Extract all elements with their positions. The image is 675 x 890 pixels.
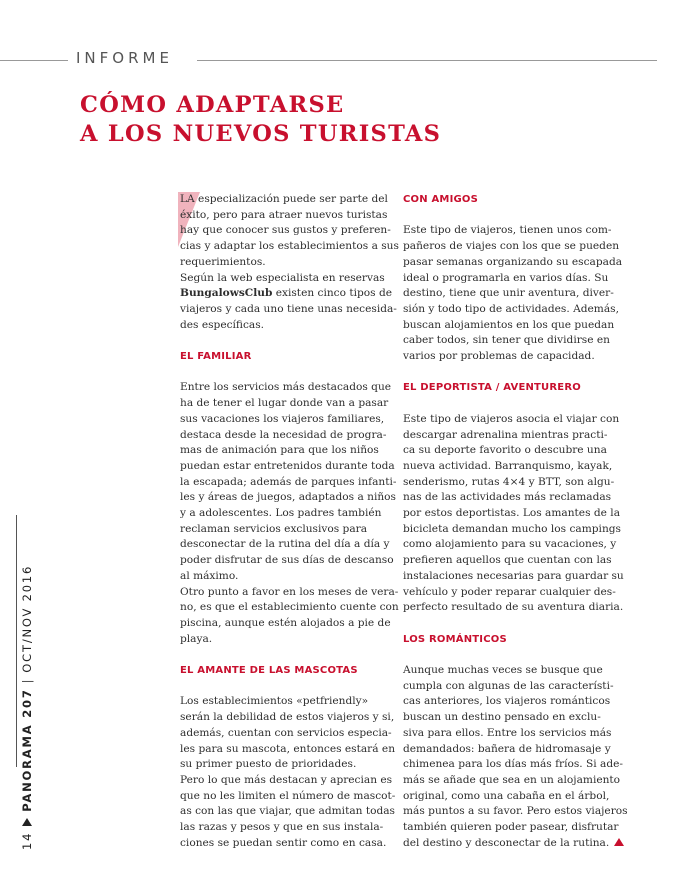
text-line: puedan estar entretenidos durante toda (180, 459, 395, 472)
text-line: no, es que el establecimiento cuente con (180, 601, 399, 614)
text-line: Según la web especialista en reservas (180, 271, 385, 284)
text-line: hay que conocer sus gustos y preferen- (180, 224, 391, 237)
text-line: buscan alojamientos en los que puedan (403, 318, 615, 331)
text-line: descargar adrenalina mientras practi- (403, 428, 608, 441)
amigos-paragraph (403, 223, 623, 364)
column-left (180, 192, 399, 851)
text-line: ciones se puedan sentir como en casa. (180, 836, 387, 849)
article-title (80, 91, 441, 149)
text-line: requerimientos. (180, 255, 266, 268)
text-line: les para su mascota, entonces estará en (180, 742, 396, 755)
brand-name: BungalowsClub (180, 287, 273, 300)
intro-paragraph (180, 192, 399, 333)
text-line: Este tipo de viajeros asocia el viajar con (403, 412, 620, 425)
text-line: sión y todo tipo de actividades. Además, (403, 302, 619, 315)
text-line: su primer puesto de prioridades. (180, 758, 357, 771)
text-line: Aunque muchas veces se busque que (403, 664, 603, 677)
text-line: también quieren poder pasear, disfrutar (403, 821, 619, 834)
text-line (180, 286, 393, 302)
text-line: nas de las actividades más reclamadas (403, 491, 612, 504)
text-line: des específicas. (180, 318, 265, 331)
text-fragment: del destino y desconectar de la rutina. (403, 836, 610, 849)
text-line: as con las que viajar, que admitan todas (180, 805, 395, 818)
text-line: mas de animación para que los niños (180, 444, 379, 457)
text-line: bicicleta demandan mucho los campings (403, 522, 621, 535)
text-line: Los establecimientos «petfriendly» (180, 695, 369, 708)
arrow-right-icon (22, 818, 32, 826)
text-line: poder disfrutar de sus días de descanso (180, 554, 394, 567)
header-rule-right (197, 60, 657, 61)
text-line: ideal o programarla en varios días. Su (403, 271, 609, 284)
text-line: sus vacaciones los viajeros familiares, (180, 412, 385, 425)
text-line: pasar semanas organizando su escapada (403, 255, 623, 268)
text-line: demandados: bañera de hidromasaje y (403, 742, 611, 755)
text-line: LA especialización puede ser parte del (180, 193, 388, 205)
text-line: éxito, pero para atraer nuevos turistas (180, 208, 388, 221)
text-line: destino, tiene que unir aventura, diver- (403, 287, 614, 300)
text-line: más se añade que sea en un alojamiento (403, 773, 621, 786)
text-line: desconectar de la rutina del día a día y (180, 538, 390, 551)
text-line: les y áreas de juegos, adaptados a niños (180, 491, 396, 504)
end-mark-icon (614, 838, 624, 846)
text-line: Pero lo que más destacan y aprecian es (180, 773, 393, 786)
text-line: ca su deporte favorito o descubre una (403, 444, 607, 457)
text-line: viajeros y cada uno tiene unas necesida- (180, 302, 397, 315)
subhead-deportista: EL DEPORTISTA / AVENTURERO (403, 382, 581, 394)
text-line: que no les limiten el número de mascot- (180, 789, 396, 802)
text-line: serán la debilidad de estos viajeros y si, (180, 711, 395, 724)
text-line: como alojamiento para su vacaciones, y (403, 538, 617, 551)
text-line: cas anteriores, los viajeros románticos (403, 695, 611, 708)
text-line: las razas y pesos y que en sus instala- (180, 821, 384, 834)
familiar-paragraph (180, 380, 399, 647)
text-line: destaca desde la necesidad de progra- (180, 428, 387, 441)
text-line: además, cuentan con servicios especia- (180, 726, 392, 739)
text-line: cumpla con algunas de las característi- (403, 679, 614, 692)
page-number: 14 (20, 831, 34, 850)
text-line: pañeros de viajes con los que se pueden (403, 240, 620, 253)
subhead-romanticos: LOS ROMÁNTICOS (403, 633, 507, 645)
text-line: más puntos a su favor. Pero estos viajeros (403, 805, 628, 818)
text-line: cias y adaptar los establecimientos a sus (180, 240, 399, 253)
text-line: buscan un destino pensado en exclu- (403, 711, 601, 724)
column-right (403, 192, 628, 851)
issue-date: OCT/NOV 2016 (20, 564, 34, 673)
text-line: caber todos, sin tener que dividirse en (403, 334, 610, 347)
text-line: Otro punto a favor en los meses de vera- (180, 585, 399, 598)
header-rule-left (0, 60, 68, 61)
deportista-paragraph (403, 412, 624, 616)
text-line: chimenea para los días más fríos. Si ade- (403, 758, 623, 771)
text-line: la escapada; además de parques infanti- (180, 475, 397, 488)
text-line: playa. (180, 632, 213, 645)
text-line: varios por problemas de capacidad. (403, 350, 595, 363)
text-line: prefieren aquellos que cuentan con las (403, 554, 612, 567)
text-line: Entre los servicios más destacados que (180, 381, 392, 394)
subhead-mascotas: EL AMANTE DE LAS MASCOTAS (180, 665, 358, 677)
text-line: y a adolescentes. Los padres también (180, 507, 382, 520)
text-line: ha de tener el lugar donde van a pasar (180, 397, 389, 410)
title-line: CÓMO ADAPTARSE (80, 92, 345, 118)
sidebar-rule (16, 515, 17, 767)
text-line: reclaman servicios exclusivos para (180, 522, 368, 535)
text-line: al máximo. (180, 569, 239, 582)
text-line: senderismo, rutas 4×4 y BTT, son algu- (403, 475, 615, 488)
magazine-name: PANORAMA 207 (20, 688, 34, 812)
subhead-amigos: CON AMIGOS (403, 194, 479, 205)
subhead-familiar: EL FAMILIAR (180, 351, 252, 363)
text-line: Este tipo de viajeros, tienen unos com- (403, 224, 612, 237)
separator: | (20, 677, 34, 684)
text-line: original, como una cabaña en el árbol, (403, 789, 610, 802)
text-line: vehículo y poder reparar cualquier des- (403, 585, 616, 598)
text-line (403, 836, 610, 852)
text-line: por estos deportistas. Los amantes de la (403, 507, 621, 520)
text-line: instalaciones necesarias para guardar su (403, 569, 624, 582)
text-line: siva para ellos. Entre los servicios más (403, 726, 612, 739)
title-line: A LOS NUEVOS TURISTAS (80, 121, 442, 147)
text-line: piscina, aunque estén alojados a pie de (180, 616, 391, 629)
page-footer-vertical (20, 565, 34, 850)
text-line: perfecto resultado de su aventura diaria. (403, 601, 624, 614)
mascotas-paragraph (180, 694, 396, 851)
text-fragment: existen cinco tipos de (272, 287, 393, 300)
text-line: nueva actividad. Barranquismo, kayak, (403, 459, 613, 472)
section-label: INFORME (76, 49, 173, 67)
romanticos-paragraph (403, 663, 628, 851)
